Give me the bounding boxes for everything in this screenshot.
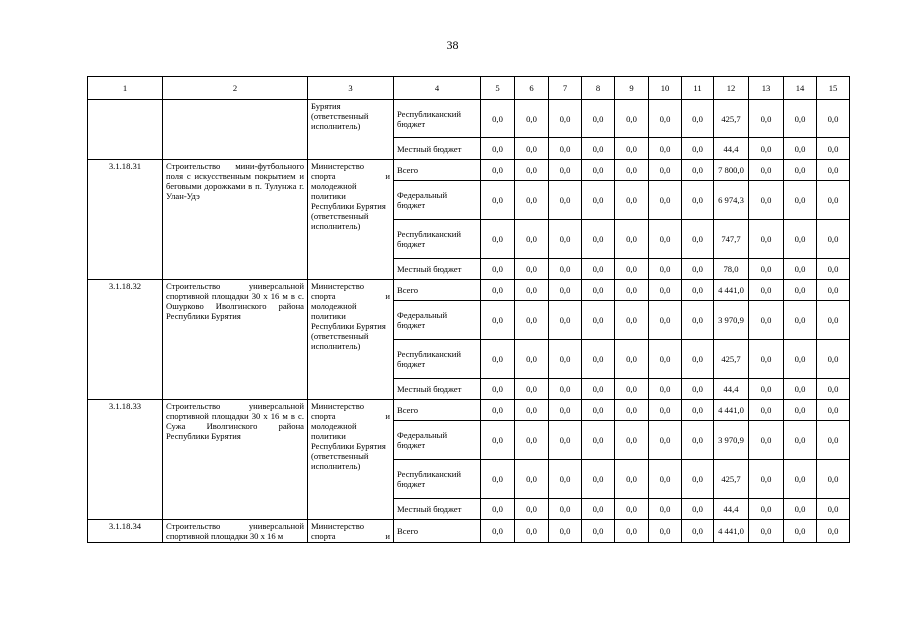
item-executor (308, 160, 394, 280)
value-cell: 0,0 (817, 400, 850, 421)
value-cell: 0,0 (784, 400, 817, 421)
value-cell: 0,0 (749, 138, 784, 160)
value-cell: 0,0 (649, 280, 682, 301)
item-executor (308, 400, 394, 520)
value-cell: 0,0 (582, 160, 615, 181)
value-cell: 0,0 (615, 421, 649, 460)
value-cell: 0,0 (481, 259, 515, 280)
value-cell: 0,0 (749, 400, 784, 421)
value-cell: 0,0 (549, 460, 582, 499)
executor-line (311, 291, 390, 301)
funding-source: Республиканский бюджет (394, 340, 481, 379)
value-cell: 0,0 (481, 138, 515, 160)
funding-source: Всего (394, 160, 481, 181)
value-cell: 0,0 (481, 160, 515, 181)
value-cell: 0,0 (784, 379, 817, 400)
value-cell: 0,0 (582, 460, 615, 499)
funding-source: Местный бюджет (394, 379, 481, 400)
executor-word: и (385, 291, 390, 301)
value-cell: 0,0 (649, 259, 682, 280)
value-cell: 0,0 (682, 379, 714, 400)
column-header: 2 (163, 77, 308, 100)
value-cell: 0,0 (515, 220, 549, 259)
value-cell: 3 970,9 (714, 421, 749, 460)
executor-word: и (385, 411, 390, 421)
column-header: 9 (615, 77, 649, 100)
page-number: 38 (446, 38, 459, 52)
value-cell: 0,0 (515, 421, 549, 460)
value-cell: 0,0 (749, 421, 784, 460)
funding-source: Всего (394, 400, 481, 421)
value-cell: 0,0 (549, 181, 582, 220)
value-cell: 0,0 (582, 220, 615, 259)
executor-word: и (385, 531, 390, 541)
value-cell: 0,0 (749, 280, 784, 301)
funding-source: Республиканский бюджет (394, 460, 481, 499)
value-cell: 0,0 (649, 421, 682, 460)
value-cell: 0,0 (582, 138, 615, 160)
value-cell: 3 970,9 (714, 301, 749, 340)
value-cell: 0,0 (749, 379, 784, 400)
item-code: 3.1.18.32 (88, 280, 163, 400)
value-cell: 0,0 (481, 379, 515, 400)
value-cell: 0,0 (817, 259, 850, 280)
executor-line: молодежной политики Республики Бурятия (ответственный исполнитель) (311, 421, 386, 471)
value-cell: 0,0 (615, 280, 649, 301)
funding-source: Республиканский бюджет (394, 100, 481, 138)
value-cell: 0,0 (649, 220, 682, 259)
value-cell: 0,0 (515, 138, 549, 160)
value-cell: 0,0 (817, 220, 850, 259)
value-cell: 0,0 (515, 100, 549, 138)
value-cell: 44,4 (714, 138, 749, 160)
column-header: 15 (817, 77, 850, 100)
value-cell: 0,0 (615, 460, 649, 499)
value-cell: 0,0 (682, 100, 714, 138)
value-cell: 0,0 (481, 460, 515, 499)
item-name: Строительство универсальной спортивной площадки 30 х 16 м в с. Сужа Иволгинского района Республики Бурятия (163, 400, 308, 520)
value-cell: 0,0 (582, 520, 615, 543)
value-cell: 0,0 (682, 520, 714, 543)
table-row (88, 400, 850, 421)
value-cell: 0,0 (817, 160, 850, 181)
item-name: Строительство универсальной спортивной площадки 30 х 16 м (163, 520, 308, 543)
value-cell: 0,0 (549, 160, 582, 181)
value-cell: 425,7 (714, 460, 749, 499)
value-cell: 0,0 (817, 301, 850, 340)
value-cell: 0,0 (749, 520, 784, 543)
value-cell: 0,0 (649, 379, 682, 400)
value-cell: 0,0 (515, 379, 549, 400)
value-cell: 0,0 (582, 259, 615, 280)
item-executor: Бурятия (ответственный исполнитель) (308, 100, 394, 160)
column-header: 4 (394, 77, 481, 100)
value-cell: 0,0 (749, 301, 784, 340)
value-cell: 0,0 (749, 499, 784, 520)
executor-word: спорта (311, 291, 336, 301)
value-cell: 0,0 (649, 499, 682, 520)
value-cell: 0,0 (481, 499, 515, 520)
value-cell: 0,0 (649, 520, 682, 543)
value-cell: 0,0 (515, 460, 549, 499)
value-cell: 0,0 (615, 220, 649, 259)
value-cell: 0,0 (817, 379, 850, 400)
value-cell: 0,0 (682, 160, 714, 181)
item-name (163, 100, 308, 160)
value-cell: 0,0 (784, 181, 817, 220)
column-header: 8 (582, 77, 615, 100)
value-cell: 0,0 (582, 400, 615, 421)
funding-source: Всего (394, 520, 481, 543)
value-cell: 0,0 (549, 379, 582, 400)
column-header: 11 (682, 77, 714, 100)
value-cell: 0,0 (549, 400, 582, 421)
value-cell: 0,0 (682, 181, 714, 220)
value-cell: 0,0 (649, 138, 682, 160)
value-cell: 4 441,0 (714, 280, 749, 301)
value-cell: 0,0 (582, 181, 615, 220)
value-cell: 0,0 (784, 520, 817, 543)
value-cell: 0,0 (784, 280, 817, 301)
value-cell: 0,0 (481, 181, 515, 220)
value-cell: 6 974,3 (714, 181, 749, 220)
funding-source: Местный бюджет (394, 138, 481, 160)
value-cell: 0,0 (649, 301, 682, 340)
funding-source: Федеральный бюджет (394, 421, 481, 460)
value-cell: 0,0 (549, 340, 582, 379)
column-header: 14 (784, 77, 817, 100)
column-header: 13 (749, 77, 784, 100)
header-row (88, 77, 850, 100)
value-cell: 0,0 (549, 100, 582, 138)
value-cell: 0,0 (682, 280, 714, 301)
value-cell: 0,0 (817, 100, 850, 138)
value-cell: 0,0 (582, 301, 615, 340)
value-cell: 0,0 (784, 340, 817, 379)
value-cell: 78,0 (714, 259, 749, 280)
column-header: 12 (714, 77, 749, 100)
executor-line: Министерство (311, 281, 364, 291)
value-cell: 0,0 (481, 100, 515, 138)
value-cell: 0,0 (749, 340, 784, 379)
value-cell: 0,0 (817, 520, 850, 543)
value-cell: 0,0 (784, 160, 817, 181)
value-cell: 0,0 (784, 100, 817, 138)
funding-source: Республиканский бюджет (394, 220, 481, 259)
value-cell: 0,0 (549, 280, 582, 301)
value-cell: 0,0 (582, 499, 615, 520)
value-cell: 4 441,0 (714, 520, 749, 543)
value-cell: 0,0 (817, 280, 850, 301)
value-cell: 0,0 (549, 220, 582, 259)
executor-line: Министерство (311, 521, 364, 531)
column-header: 5 (481, 77, 515, 100)
value-cell: 0,0 (615, 100, 649, 138)
value-cell: 0,0 (682, 499, 714, 520)
value-cell: 0,0 (481, 220, 515, 259)
value-cell: 0,0 (549, 138, 582, 160)
column-header: 1 (88, 77, 163, 100)
value-cell: 425,7 (714, 100, 749, 138)
value-cell: 0,0 (749, 100, 784, 138)
value-cell: 0,0 (817, 138, 850, 160)
funding-source: Местный бюджет (394, 499, 481, 520)
value-cell: 0,0 (515, 301, 549, 340)
value-cell: 0,0 (784, 259, 817, 280)
value-cell: 0,0 (749, 220, 784, 259)
value-cell: 0,0 (582, 421, 615, 460)
value-cell: 0,0 (682, 220, 714, 259)
executor-word: спорта (311, 411, 336, 421)
value-cell: 0,0 (549, 520, 582, 543)
table-row (88, 160, 850, 181)
value-cell: 0,0 (615, 138, 649, 160)
value-cell: 0,0 (515, 340, 549, 379)
value-cell: 0,0 (582, 280, 615, 301)
value-cell: 0,0 (615, 181, 649, 220)
column-header: 6 (515, 77, 549, 100)
value-cell: 0,0 (749, 460, 784, 499)
value-cell: 0,0 (582, 379, 615, 400)
value-cell: 0,0 (649, 400, 682, 421)
value-cell: 0,0 (481, 340, 515, 379)
value-cell: 0,0 (682, 400, 714, 421)
value-cell: 0,0 (582, 100, 615, 138)
value-cell: 0,0 (615, 259, 649, 280)
item-name: Строительство универсальной спортивной площадки 30 х 16 м в с. Ошурково Иволгинского района Республики Бурятия (163, 280, 308, 400)
funding-source: Всего (394, 280, 481, 301)
value-cell: 0,0 (682, 421, 714, 460)
value-cell: 0,0 (817, 421, 850, 460)
value-cell: 0,0 (615, 520, 649, 543)
column-header: 10 (649, 77, 682, 100)
column-header: 3 (308, 77, 394, 100)
value-cell: 44,4 (714, 499, 749, 520)
item-code (88, 100, 163, 160)
executor-line: Министерство (311, 161, 364, 171)
value-cell: 0,0 (682, 138, 714, 160)
executor-line (311, 531, 390, 541)
value-cell: 0,0 (649, 160, 682, 181)
value-cell: 0,0 (649, 460, 682, 499)
value-cell: 0,0 (515, 181, 549, 220)
table-row (88, 520, 850, 543)
funding-source: Федеральный бюджет (394, 301, 481, 340)
value-cell: 0,0 (515, 160, 549, 181)
value-cell: 0,0 (784, 460, 817, 499)
value-cell: 0,0 (784, 499, 817, 520)
executor-line: молодежной политики Республики Бурятия (ответственный исполнитель) (311, 301, 386, 351)
value-cell: 0,0 (549, 499, 582, 520)
value-cell: 0,0 (582, 340, 615, 379)
executor-line (311, 171, 390, 181)
value-cell: 0,0 (817, 460, 850, 499)
value-cell: 0,0 (649, 340, 682, 379)
item-name: Строительство мини-футбольного поля с искусственным покрытием и беговыми дорожками в п. Тулунжа г. Улан-Удэ (163, 160, 308, 280)
value-cell: 0,0 (682, 301, 714, 340)
table-row (88, 100, 850, 138)
executor-word: спорта (311, 531, 336, 541)
value-cell: 0,0 (817, 181, 850, 220)
value-cell: 0,0 (615, 379, 649, 400)
value-cell: 0,0 (481, 520, 515, 543)
value-cell: 0,0 (682, 460, 714, 499)
value-cell: 747,7 (714, 220, 749, 259)
value-cell: 0,0 (784, 301, 817, 340)
budget-table (87, 76, 850, 543)
value-cell: 0,0 (749, 160, 784, 181)
value-cell: 44,4 (714, 379, 749, 400)
value-cell: 0,0 (817, 340, 850, 379)
value-cell: 4 441,0 (714, 400, 749, 421)
value-cell: 0,0 (615, 160, 649, 181)
value-cell: 0,0 (784, 220, 817, 259)
value-cell: 0,0 (515, 259, 549, 280)
value-cell: 0,0 (615, 301, 649, 340)
value-cell: 0,0 (515, 280, 549, 301)
value-cell: 0,0 (481, 301, 515, 340)
value-cell: 0,0 (549, 301, 582, 340)
value-cell: 0,0 (515, 400, 549, 421)
value-cell: 0,0 (784, 421, 817, 460)
value-cell: 0,0 (615, 340, 649, 379)
value-cell: 0,0 (549, 421, 582, 460)
value-cell: 0,0 (481, 421, 515, 460)
value-cell: 0,0 (682, 340, 714, 379)
value-cell: 0,0 (817, 499, 850, 520)
value-cell: 0,0 (649, 100, 682, 138)
funding-source: Федеральный бюджет (394, 181, 481, 220)
value-cell: 0,0 (481, 400, 515, 421)
value-cell: 425,7 (714, 340, 749, 379)
value-cell: 7 800,0 (714, 160, 749, 181)
item-executor (308, 520, 394, 543)
item-code: 3.1.18.34 (88, 520, 163, 543)
item-code: 3.1.18.31 (88, 160, 163, 280)
value-cell: 0,0 (649, 181, 682, 220)
value-cell: 0,0 (515, 520, 549, 543)
column-header: 7 (549, 77, 582, 100)
value-cell: 0,0 (515, 499, 549, 520)
value-cell: 0,0 (549, 259, 582, 280)
executor-word: спорта (311, 171, 336, 181)
value-cell: 0,0 (784, 138, 817, 160)
value-cell: 0,0 (481, 280, 515, 301)
item-executor (308, 280, 394, 400)
table-row (88, 280, 850, 301)
value-cell: 0,0 (749, 259, 784, 280)
executor-word: и (385, 171, 390, 181)
funding-source: Местный бюджет (394, 259, 481, 280)
value-cell: 0,0 (615, 400, 649, 421)
item-code: 3.1.18.33 (88, 400, 163, 520)
executor-line: Министерство (311, 401, 364, 411)
executor-line (311, 411, 390, 421)
value-cell: 0,0 (749, 181, 784, 220)
value-cell: 0,0 (615, 499, 649, 520)
value-cell: 0,0 (682, 259, 714, 280)
executor-line: молодежной политики Республики Бурятия (ответственный исполнитель) (311, 181, 386, 231)
